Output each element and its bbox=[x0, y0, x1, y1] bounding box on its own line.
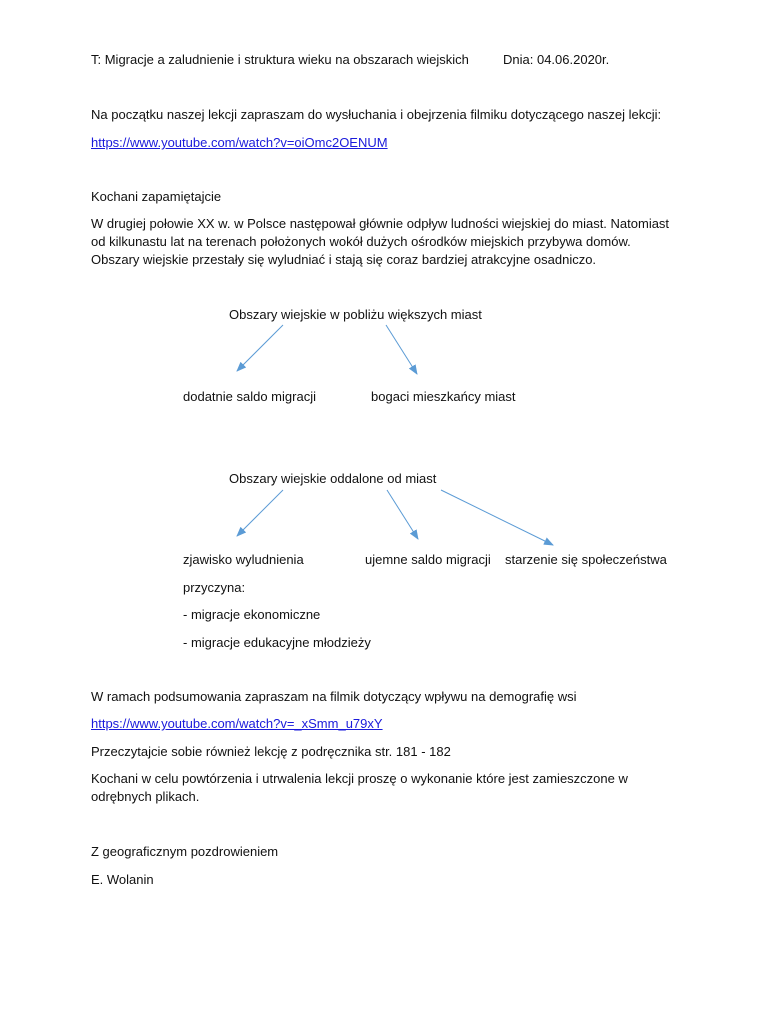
exercise-line-2: odrębnych plikach. bbox=[91, 789, 200, 804]
remember-heading: Kochani zapamiętajcie bbox=[91, 189, 222, 204]
intro-video-link[interactable]: https://www.youtube.com/watch?v=oiOmc2OENUM bbox=[91, 135, 388, 150]
greeting: Z geograficznym pozdrowieniem bbox=[91, 844, 279, 859]
diagram2-cause-2: - migracje edukacyjne młodzieży bbox=[183, 635, 371, 650]
remember-line-3: Obszary wiejskie przestały się wyludniać i stają się coraz bardziej atrakcyjne osadniczo. bbox=[91, 252, 597, 267]
author-name: E. Wolanin bbox=[91, 872, 154, 887]
summary-video-link[interactable]: https://www.youtube.com/watch?v=_xSmm_u79xY bbox=[91, 716, 383, 731]
lesson-date: Dnia: 04.06.2020r. bbox=[503, 52, 610, 67]
diagram1-child-1: dodatnie saldo migracji bbox=[183, 389, 316, 404]
remember-line-1: W drugiej połowie XX w. w Polsce następował głównie odpływ ludności wiejskiej do miast. Natomiast bbox=[91, 216, 670, 231]
exercise-line-1: Kochani w celu powtórzenia i utrwalenia lekcji proszę o wykonanie które jest zamieszczone w bbox=[91, 771, 628, 786]
diagram2-child-1: zjawisko wyludnienia bbox=[183, 552, 304, 567]
diagram2-cause-1: - migracje ekonomiczne bbox=[183, 607, 321, 622]
arrow-d2-left bbox=[237, 490, 283, 536]
summary-text: W ramach podsumowania zapraszam na filmik dotyczący wpływu na demografię wsi bbox=[91, 689, 577, 704]
diagram2-cause-label: przyczyna: bbox=[183, 580, 246, 595]
diagram1-child-2: bogaci mieszkańcy miast bbox=[371, 389, 516, 404]
lesson-topic: T: Migracje a zaludnienie i struktura wieku na obszarach wiejskich bbox=[91, 52, 469, 67]
arrow-d1-right bbox=[386, 325, 417, 374]
arrow-d2-right bbox=[441, 490, 553, 545]
diagram2-child-3: starzenie się społeczeństwa bbox=[505, 552, 667, 567]
diagram1-root: Obszary wiejskie w pobliżu większych miast bbox=[229, 307, 482, 322]
arrow-d2-middle bbox=[387, 490, 418, 539]
diagram2-child-2: ujemne saldo migracji bbox=[365, 552, 491, 567]
arrow-d1-left bbox=[237, 325, 283, 371]
remember-line-2: od kilkunastu lat na terenach położonych wokół dużych ośrodków miejskich przybywa domów. bbox=[91, 234, 631, 249]
textbook-note: Przeczytajcie sobie również lekcję z podręcznika str. 181 - 182 bbox=[91, 744, 451, 759]
diagram2-root: Obszary wiejskie oddalone od miast bbox=[229, 471, 437, 486]
intro-text: Na początku naszej lekcji zapraszam do wysłuchania i obejrzenia filmiku dotyczącego naszej lekcji: bbox=[91, 107, 662, 122]
